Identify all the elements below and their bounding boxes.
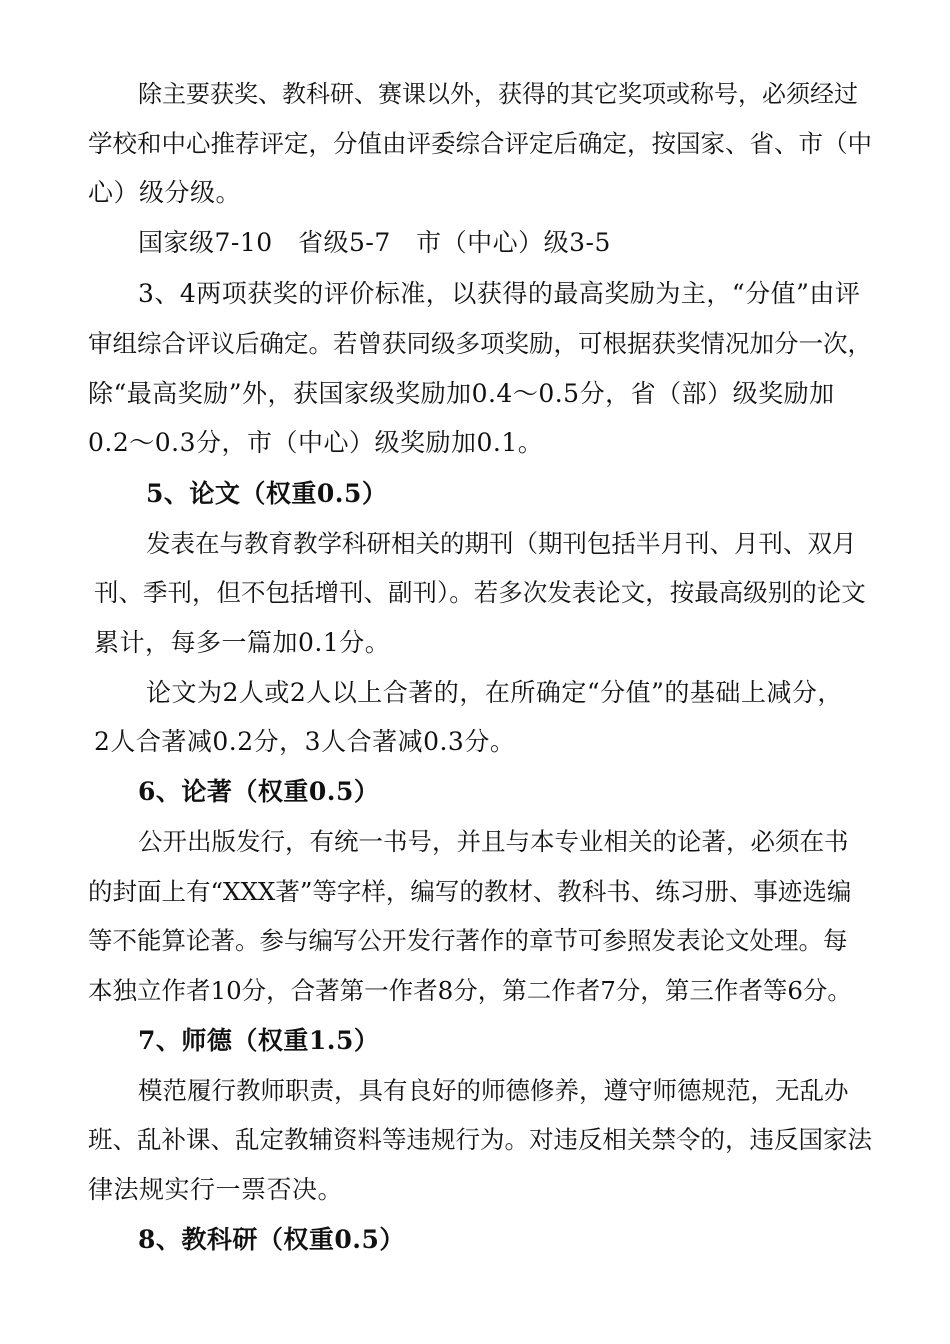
- section-heading-7: 7、师德（权重1.5）: [138, 1026, 380, 1055]
- paragraph-line: 累计，每多一篇加0.1分。: [94, 628, 391, 657]
- paragraph-line: 本独立作者10分，合著第一作者8分，第二作者7分，第三作者等6分。: [88, 976, 852, 1005]
- paragraph-line: 的封面上有“XXX著”等字样，编写的教材、教科书、练习册、事迹选编: [88, 877, 852, 906]
- paragraph-line: 刊、季刊，但不包括增刊、副刊）。若多次发表论文，按最高级别的论文: [94, 578, 866, 607]
- paragraph-line: 模范履行教师职责，具有良好的师德修养，遵守师德规范，无乱办: [138, 1076, 849, 1105]
- paragraph-line: 0.2～0.3分，市（中心）级奖励加0.1。: [88, 428, 544, 457]
- paragraph-line: 审组综合评议后确定。若曾获同级多项奖励，可根据获奖情况加分一次，: [88, 329, 872, 358]
- paragraph-line: 3、4两项获奖的评价标准，以获得的最高奖励为主，“分值”由评: [138, 279, 861, 308]
- paragraph-line: 学校和中心推荐评定，分值由评委综合评定后确定，按国家、省、市（中: [88, 129, 872, 158]
- paragraph-line: 律法规实行一票否决。: [88, 1175, 344, 1204]
- paragraph-line: 班、乱补课、乱定教辅资料等违规行为。对违反相关禁令的，违反国家法: [88, 1125, 872, 1154]
- section-heading-5: 5、论文（权重0.5）: [146, 479, 388, 508]
- paragraph-line: 发表在与教育教学科研相关的期刊（期刊包括半月刊、月刊、双月: [146, 529, 857, 558]
- paragraph-line: 除“最高奖励”外，获国家级奖励加0.4～0.5分，省（部）级奖励加: [88, 379, 835, 408]
- section-heading-8: 8、教科研（权重0.5）: [138, 1225, 405, 1254]
- section-heading-6: 6、论著（权重0.5）: [138, 777, 380, 806]
- paragraph-line: 除主要获奖、教科研、赛课以外，获得的其它奖项或称号，必须经过: [138, 80, 858, 108]
- paragraph-line: 国家级7-10 省级5-7 市（中心）级3-5: [138, 228, 611, 257]
- paragraph-line: 心）级分级。: [88, 178, 242, 207]
- paragraph-line: 公开出版发行，有统一书号，并且与本专业相关的论著，必须在书: [138, 827, 849, 856]
- paragraph-line: 等不能算论著。参与编写公开发行著作的章节可参照发表论文处理。每: [88, 926, 848, 955]
- paragraph-line: 2人合著减0.2分，3人合著减0.3分。: [94, 727, 516, 756]
- paragraph-line: 论文为2人或2人以上合著的，在所确定“分值”的基础上减分，: [146, 678, 843, 707]
